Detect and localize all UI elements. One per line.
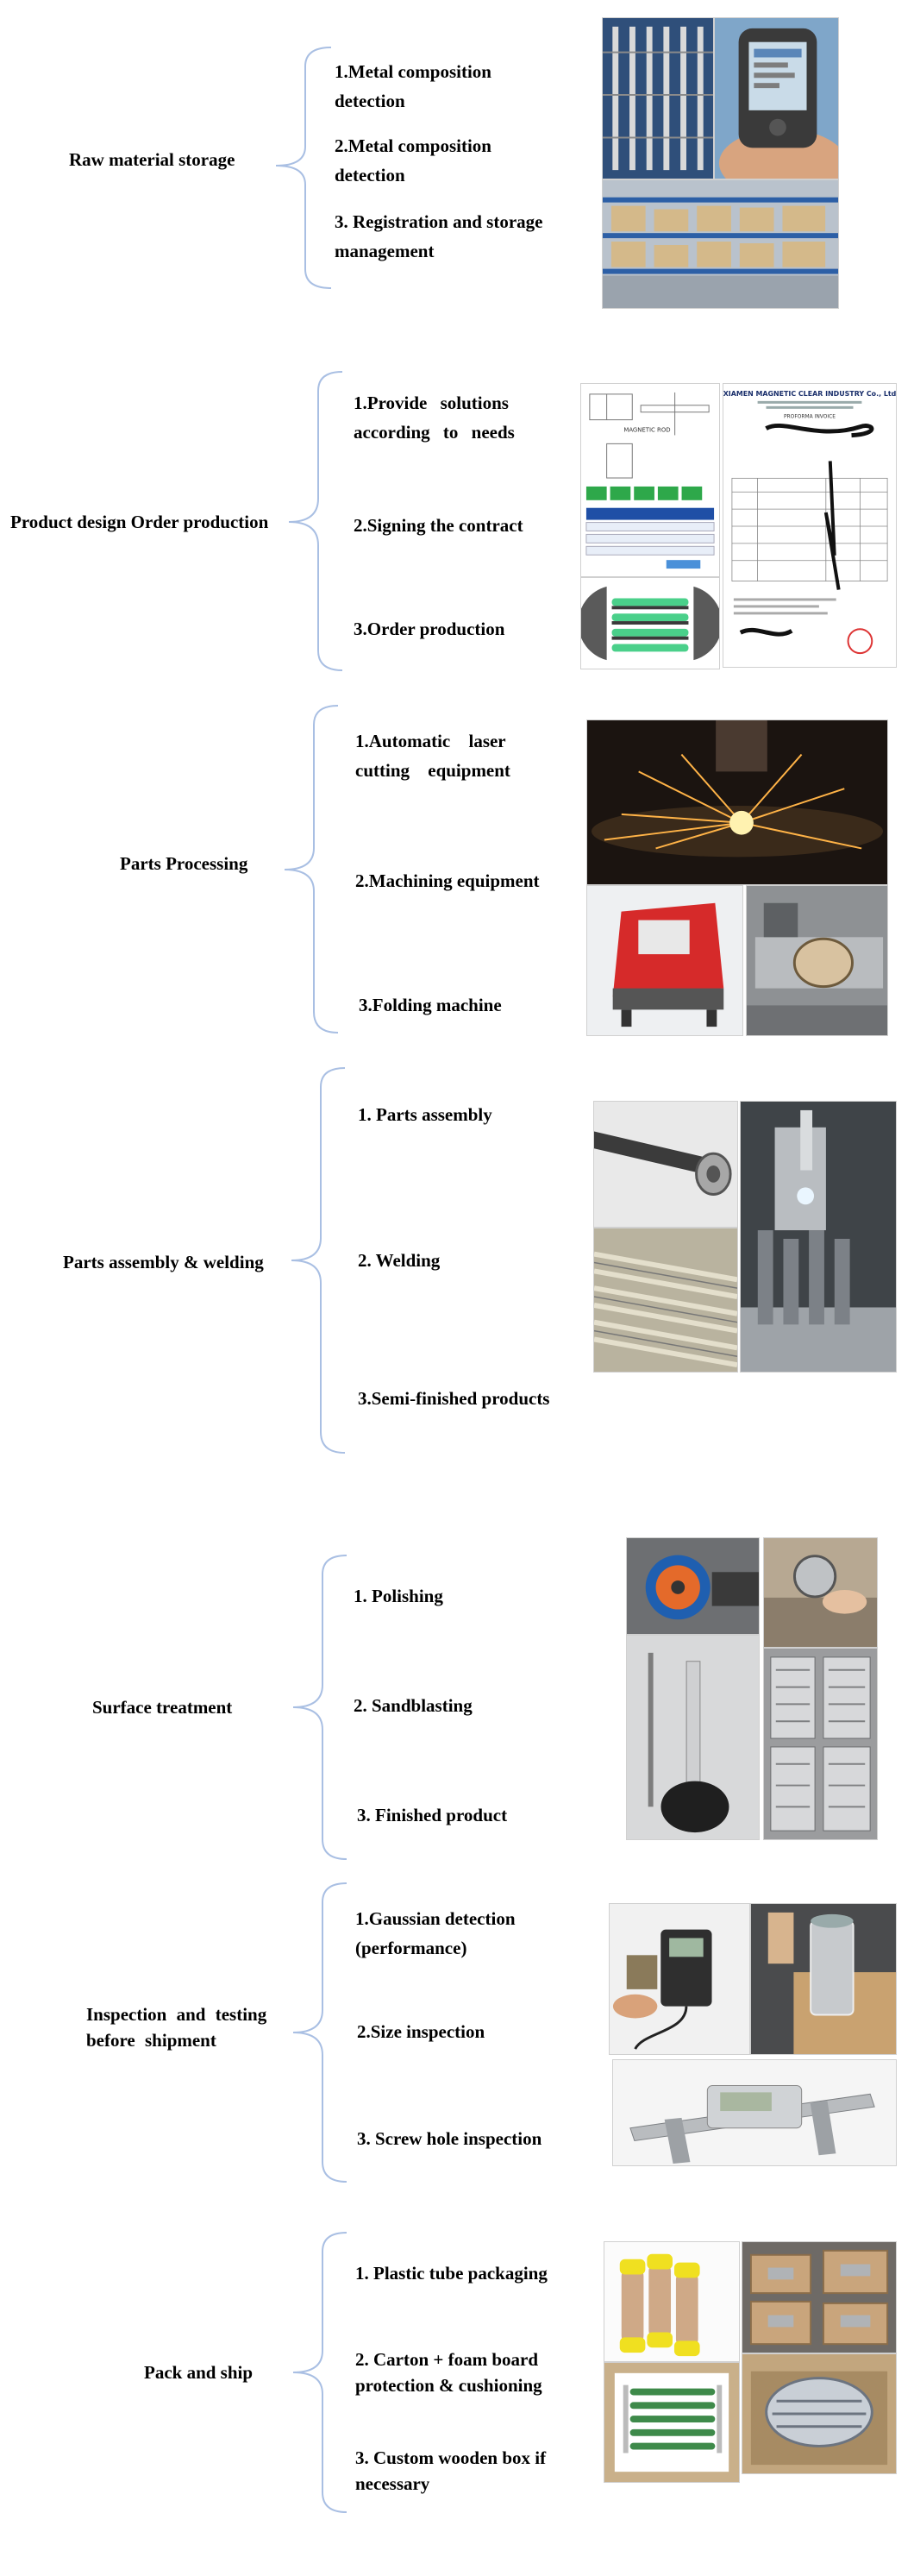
curly-brace (276, 703, 345, 1035)
step-2: 2. Carton + foam board protection & cushioning (355, 2349, 542, 2396)
step-3: 3. Finished product (357, 1805, 508, 1825)
step-3: 3.Order production (354, 619, 505, 639)
foam-board-carton-photo (604, 2362, 740, 2483)
laser-cutting-sparks-photo (586, 719, 888, 885)
step-2: 2.Signing the contract (354, 515, 523, 536)
curly-brace (285, 2230, 354, 2515)
semi-finished-rods-photo (593, 1228, 738, 1373)
step-3: 3. Registration and storage management (335, 211, 543, 261)
packed-grate-photo (742, 2353, 897, 2474)
invoice-company: XIAMEN MAGNETIC CLEAR INDUSTRY Co., Ltd (723, 389, 896, 398)
step-2: 2. Sandblasting (354, 1695, 473, 1716)
magnetic-grate-render-photo (580, 577, 720, 669)
step-2: 2. Welding (358, 1250, 441, 1271)
vernier-caliper-photo (612, 2059, 897, 2166)
curly-brace (280, 369, 349, 673)
handheld-alloy-analyzer-photo (714, 17, 839, 179)
drawing-and-design-software-photo (580, 383, 720, 577)
step-1: 1. Plastic tube packaging (355, 2263, 548, 2284)
finished-grates-photo (763, 1648, 878, 1840)
step-1: 1. Parts assembly (358, 1104, 492, 1125)
grinding-photo (763, 1537, 878, 1648)
rod-on-box-photo (750, 1903, 897, 2055)
step-1: 1. Polishing (354, 1586, 443, 1606)
step-1: 1.Automatic laser cutting equipment (355, 731, 510, 781)
stage-title: Raw material storage (69, 149, 235, 170)
stage-title: Product design Order production (10, 512, 269, 532)
step-3: 3. Custom wooden box if necessary (355, 2447, 547, 2494)
step-2: 2.Metal composition detection (335, 135, 491, 185)
step-2: 2.Size inspection (357, 2021, 485, 2042)
step-3: 3.Folding machine (359, 995, 502, 1015)
proforma-invoice-document-photo (723, 383, 897, 668)
gaussmeter-photo (609, 1903, 750, 2055)
step-3: 3.Semi-finished products (358, 1388, 550, 1409)
drawing-label: MAGNETIC ROD (623, 426, 671, 434)
curly-brace (283, 1065, 352, 1455)
step-2: 2.Machining equipment (355, 870, 540, 891)
sandblasted-rod-photo (626, 1635, 760, 1840)
step-1: 1.Metal composition detection (335, 61, 491, 111)
rod-end-cap-photo (593, 1101, 738, 1228)
invoice-title: PROFORMA INVOICE (783, 413, 836, 420)
welding-jig-photo (740, 1101, 897, 1373)
machining-tube-photo (746, 885, 888, 1036)
stage-title: Inspection and testing before shipment (86, 2004, 267, 2051)
warehouse-shelving-photo (602, 179, 839, 309)
curly-brace (269, 45, 338, 291)
folding-machine-photo (586, 885, 743, 1036)
stage-title: Parts assembly & welding (63, 1252, 264, 1272)
curly-brace (285, 1881, 354, 2184)
step-1: 1.Provide solutions according to needs (354, 393, 515, 443)
magnetic-rods-rack-photo (602, 17, 714, 179)
wooden-boxes-photo (742, 2241, 897, 2353)
step-1: 1.Gaussian detection (performance) (355, 1908, 516, 1958)
stage-title: Pack and ship (144, 2362, 254, 2383)
stage-title: Surface treatment (92, 1697, 233, 1718)
curly-brace (285, 1553, 354, 1862)
polishing-wheel-photo (626, 1537, 760, 1635)
step-3: 3. Screw hole inspection (357, 2128, 542, 2149)
stage-title: Parts Processing (120, 853, 248, 874)
plastic-tube-rods-photo (604, 2241, 740, 2362)
